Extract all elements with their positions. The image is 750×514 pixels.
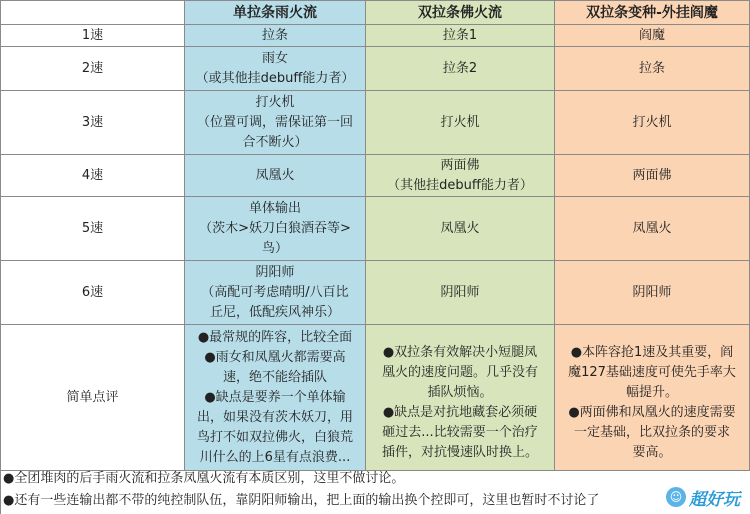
review-line: 川什么的上6星有点浪费...	[199, 449, 351, 465]
cell-single	[185, 261, 366, 325]
cell-line: 阎魔	[638, 27, 665, 43]
cell-line: 两面佛	[440, 157, 480, 173]
review-line: ●缺点是对抗地藏套必须硬	[382, 404, 538, 420]
cell-line: 合不断火）	[242, 134, 308, 150]
review-line: ●双拉条有效解决小短腿凤	[382, 344, 538, 360]
cell-line: 拉条1	[442, 27, 478, 43]
cell-line: 雨女	[261, 50, 288, 66]
cell-line: 拉条	[638, 60, 665, 76]
review-double	[366, 325, 555, 471]
cell-yama	[555, 91, 750, 155]
row-speed-4	[1, 155, 750, 197]
review-line: 插队烦恼。	[427, 384, 493, 400]
cell-yama	[555, 197, 750, 261]
cell-line: （其他挂debuff能力者）	[387, 177, 533, 193]
review-line: 幅提升。	[625, 384, 678, 400]
cell-double	[366, 261, 555, 325]
speed-label: 2速	[1, 47, 185, 91]
cell-line: （高配可考虑晴明/八百比	[201, 284, 349, 300]
row-speed-3	[1, 91, 750, 155]
cell-double	[366, 25, 555, 47]
review-line: ●两面佛和凤凰火的速度需要	[568, 404, 736, 420]
review-line: 鸟打不如双拉佛火，白狼荒	[196, 429, 353, 445]
cell-double	[366, 91, 555, 155]
cell-line: 打火机	[440, 114, 480, 130]
watermark-text: 超好玩	[689, 489, 740, 510]
cell-double	[366, 47, 555, 91]
cell-single	[185, 91, 366, 155]
review-label: 简单点评	[1, 325, 185, 471]
cell-single	[185, 47, 366, 91]
cell-line: 鸟）	[261, 240, 288, 256]
footnote: ●全团堆肉的后手雨火流和拉条凤凰火流有本质区别，这里不做讨论。	[3, 471, 405, 486]
review-line: ●最常规的阵容，比较全面	[197, 329, 353, 345]
review-line: ●雨女和凤凰火都需要高	[204, 349, 346, 365]
footnote: ●还有一些连输出都不带的纯控制队伍，靠阴阳师输出，把上面的输出换个控即可，这里也暂时不讨论了	[3, 493, 600, 508]
row-speed-5	[1, 197, 750, 261]
watermark-logo	[662, 484, 744, 510]
cell-yama	[555, 155, 750, 197]
review-line: 一定基础，比双拉条的要求	[573, 424, 730, 440]
row-speed-6	[1, 261, 750, 325]
cell-yama	[555, 261, 750, 325]
cell-line: 丘尼，低配疾风神乐）	[209, 304, 340, 320]
review-line: 魔127基础速度可使先手率大	[568, 364, 736, 380]
header-single-pull: 单拉条雨火流	[185, 1, 366, 25]
review-line: 插件，对抗慢速队时换上。	[381, 444, 538, 460]
cell-line: 凤凰火	[440, 220, 480, 236]
header-double-pull-buddha: 双拉条佛火流	[366, 1, 555, 25]
speed-label: 5速	[1, 197, 185, 261]
cell-line: 凤凰火	[255, 167, 295, 183]
header-row	[1, 1, 750, 25]
review-line: 凰火的速度问题。几乎没有	[381, 364, 538, 380]
cell-line: 阴阳师	[255, 264, 295, 280]
review-line: ●本阵容抢1速及其重要，阎	[570, 344, 734, 360]
cell-line: 两面佛	[632, 167, 672, 183]
cell-line: 打火机	[255, 94, 295, 110]
header-blank	[1, 1, 185, 25]
cell-line: （或其他挂debuff能力者）	[195, 70, 355, 86]
review-line: 出，如果没有茨木妖刀，用	[196, 409, 353, 425]
cell-double	[366, 155, 555, 197]
cell-single	[185, 155, 366, 197]
cell-single	[185, 25, 366, 47]
review-line: ●缺点是要养一个单体输	[204, 389, 346, 405]
review-line: 要高。	[632, 444, 672, 460]
cell-line: 凤凰火	[632, 220, 672, 236]
cell-line: 拉条2	[442, 60, 478, 76]
review-line: 砸过去...比较需要一个治疗	[382, 424, 538, 440]
cell-line: 阴阳师	[440, 284, 480, 300]
speed-label: 3速	[1, 91, 185, 155]
review-single	[185, 325, 366, 471]
speed-label: 4速	[1, 155, 185, 197]
cell-line: 单体输出	[248, 200, 301, 216]
cell-yama	[555, 25, 750, 47]
footnotes	[0, 468, 750, 514]
speed-label: 6速	[1, 261, 185, 325]
row-review	[1, 325, 750, 471]
cell-single	[185, 197, 366, 261]
row-speed-2	[1, 47, 750, 91]
smile-logo-icon: ☺	[666, 487, 686, 507]
header-double-pull-yama: 双拉条变种-外挂阎魔	[555, 1, 750, 25]
cell-double	[366, 197, 555, 261]
speed-label: 1速	[1, 25, 185, 47]
row-speed-1	[1, 25, 750, 47]
cell-line: 打火机	[632, 114, 672, 130]
review-yama	[555, 325, 750, 471]
review-line: 速，绝不能给插队	[222, 369, 327, 385]
cell-line: （位置可调，需保证第一回	[196, 114, 353, 130]
cell-line: 阴阳师	[632, 284, 672, 300]
cell-line: 拉条	[261, 27, 288, 43]
cell-line: （茨木>妖刀白狼酒吞等>	[199, 220, 351, 236]
cell-yama	[555, 47, 750, 91]
